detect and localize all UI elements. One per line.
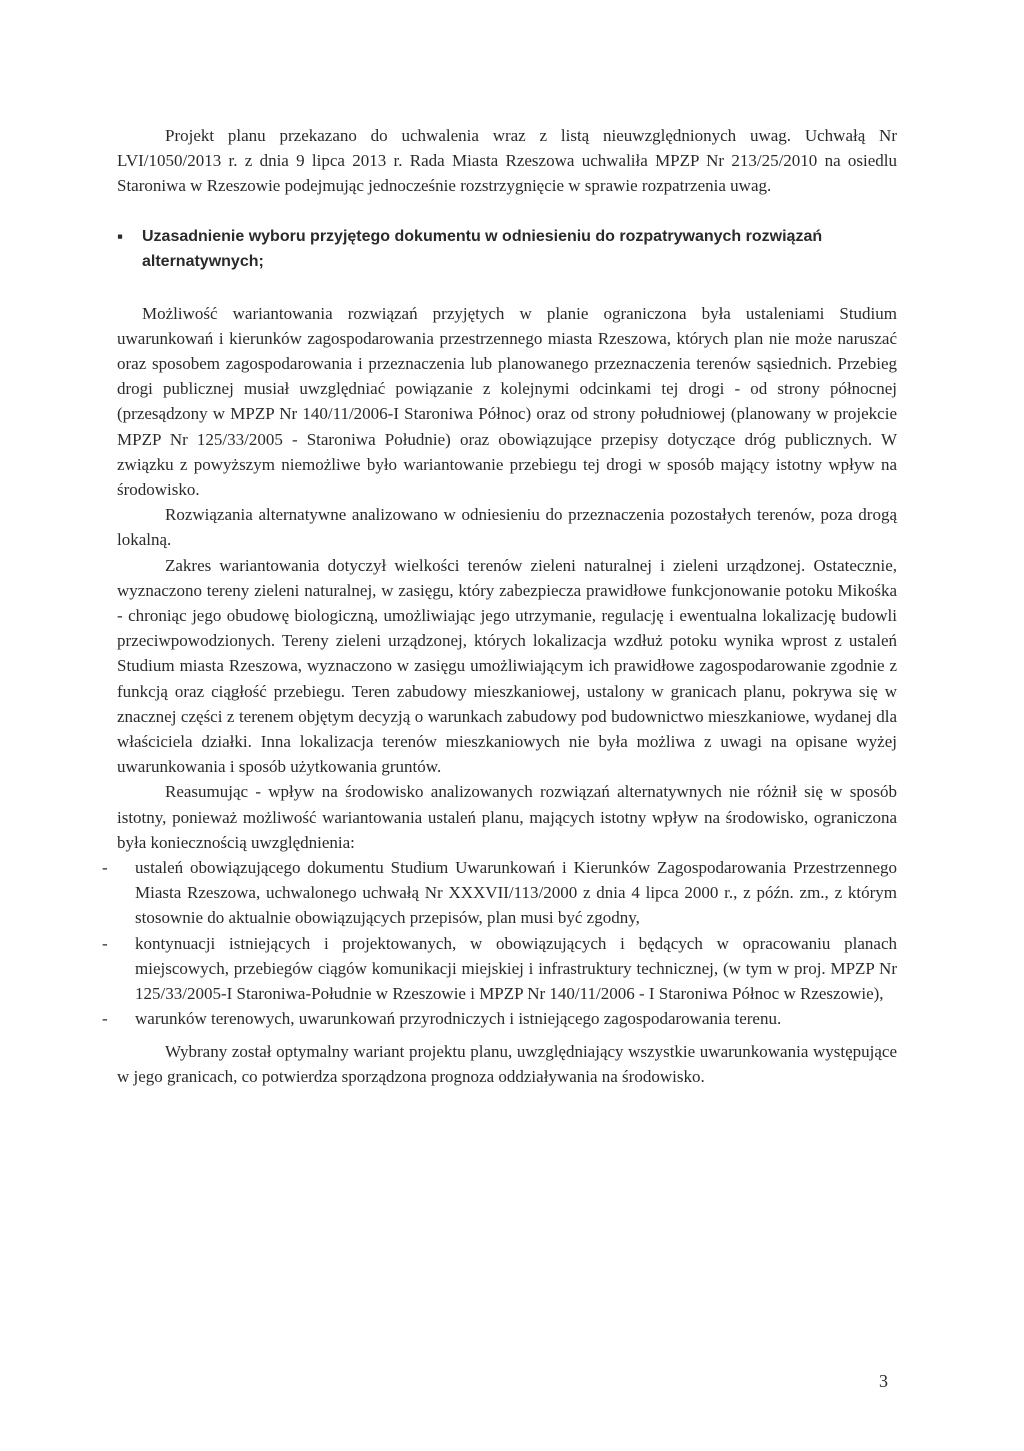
list-item [102,855,897,931]
dash-bullet: - [102,1009,108,1029]
paragraph-scope: Zakres wariantowania dotyczył wielkości terenów zieleni naturalnej i zieleni urządzonej. Ostatecznie, wyznaczono tereny zieleni naturalnej, w zasięgu, który zabezpiecza prawidłowe funkcjonowanie potoku Mikośka - chroniąc jego obudowę biologiczną, umożliwiając jego utrzymanie, regulację i ewentualna lokalizację budowli przeciwpowodzionych. Tereny zieleni urządzonej, których lokalizacja wzdłuż potoku wynika wprost z ustaleń Studium miasta Rzeszowa, wyznaczono w zasięgu umożliwiającym ich prawidłowe zagospodarowanie zgodnie z funkcją oraz ciągłość przebiegu. Teren zabudowy mieszkaniowej, ustalony w granicach planu, pokrywa się w znacznej części z terenem objętym decyzją o warunkach zabudowy pod budownictwo mieszkaniowe, wydanej dla właściciela działki. Inna lokalizacja terenów mieszkaniowych nie była możliwa z uwagi na opisane wyżej uwarunkowania i sposób użytkowania gruntów. [117,555,897,777]
conditions-list [102,855,897,1031]
list-item [102,1006,897,1031]
dash-bullet: - [102,933,108,953]
list-item-text: warunków terenowych, uwarunkowań przyrodniczych i istniejącego zagospodarowania terenu. [135,1009,782,1029]
dash-bullet: - [102,858,108,878]
paragraph-alternatives: Rozwiązania alternatywne analizowano w odniesieniu do przeznaczenia pozostałych terenów, poza drogą lokalną. [117,505,897,550]
square-bullet-icon: ▪ [117,226,124,246]
intro-paragraph: Projekt planu przekazano do uchwalenia wraz z listą nieuwzględnionych uwag. Uchwałą Nr LVI/1050/2013 r. z dnia 9 lipca 2013 r. Rada Miasta Rzeszowa uchwaliła MPZP Nr 213/25/2010 na osiedlu Staroniwa w Rzeszowie podejmując jednocześnie rozstrzygnięcie w sprawie rozpatrzenia uwag. [117,126,897,196]
list-item-text: ustaleń obowiązującego dokumentu Studium Uwarunkowań i Kierunków Zagospodarowania Przestrzennego Miasta Rzeszowa, uchwalonego uchwałą Nr XXXVII/113/2000 z dnia 4 lipca 2000 r., z późn. zm., z którym stosownie do aktualnie obowiązujących przepisów, plan musi być zgodny, [135,858,897,928]
closing-paragraph: Wybrany został optymalny wariant projektu planu, uwzględniający wszystkie uwarunkowania występujące w jego granicach, co potwierdza sporządzona prognoza oddziaływania na środowisko. [117,1041,897,1086]
section-heading: Uzasadnienie wyboru przyjętego dokumentu w odniesieniu do rozpatrywanych rozwiązań alternatywnych; [142,227,823,270]
paragraph-summary: Reasumując - wpływ na środowisko analizowanych rozwiązań alternatywnych nie różnił się w sposób istotny, ponieważ możliwość wariantowania ustaleń planu, mających istotny wpływ na środowisko, ograniczona była koniecznością uwzględnienia: [117,782,897,852]
page-number: 3 [879,1371,888,1391]
list-item [102,931,897,1007]
paragraph-variants: Możliwość wariantowania rozwiązań przyjętych w planie ograniczona była ustaleniami Studium uwarunkowań i kierunków zagospodarowania przestrzennego miasta Rzeszowa, których plan nie może naruszać oraz sposobem zagospodarowania i przeznaczenia lub planowanego przeznaczenia terenów sąsiednich. Przebieg drogi publicznej musiał uwzględniać powiązanie z kolejnymi odcinkami tej drogi - od strony północnej (przesądzony w MPZP Nr 140/11/2006-I Staroniwa Północ) oraz od strony południowej (planowany w projekcie MPZP Nr 125/33/2005 - Staroniwa Południe) oraz obowiązujące przepisy dotyczące dróg publicznych. W związku z powyższym niemożliwe było wariantowanie przebiegu tej drogi w sposób mający istotny wpływ na środowisko. [117,303,897,500]
section-heading-block [117,224,897,274]
list-item-text: kontynuacji istniejących i projektowanych, w obowiązujących i będących w opracowaniu planach miejscowych, przebiegów ciągów komunikacji miejskiej i infrastruktury technicznej, (w tym w proj. MPZP Nr 125/33/2005-I Staroniwa-Południe w Rzeszowie i MPZP Nr 140/11/2006 - I Staroniwa Północ w Rzeszowie), [135,933,897,1004]
